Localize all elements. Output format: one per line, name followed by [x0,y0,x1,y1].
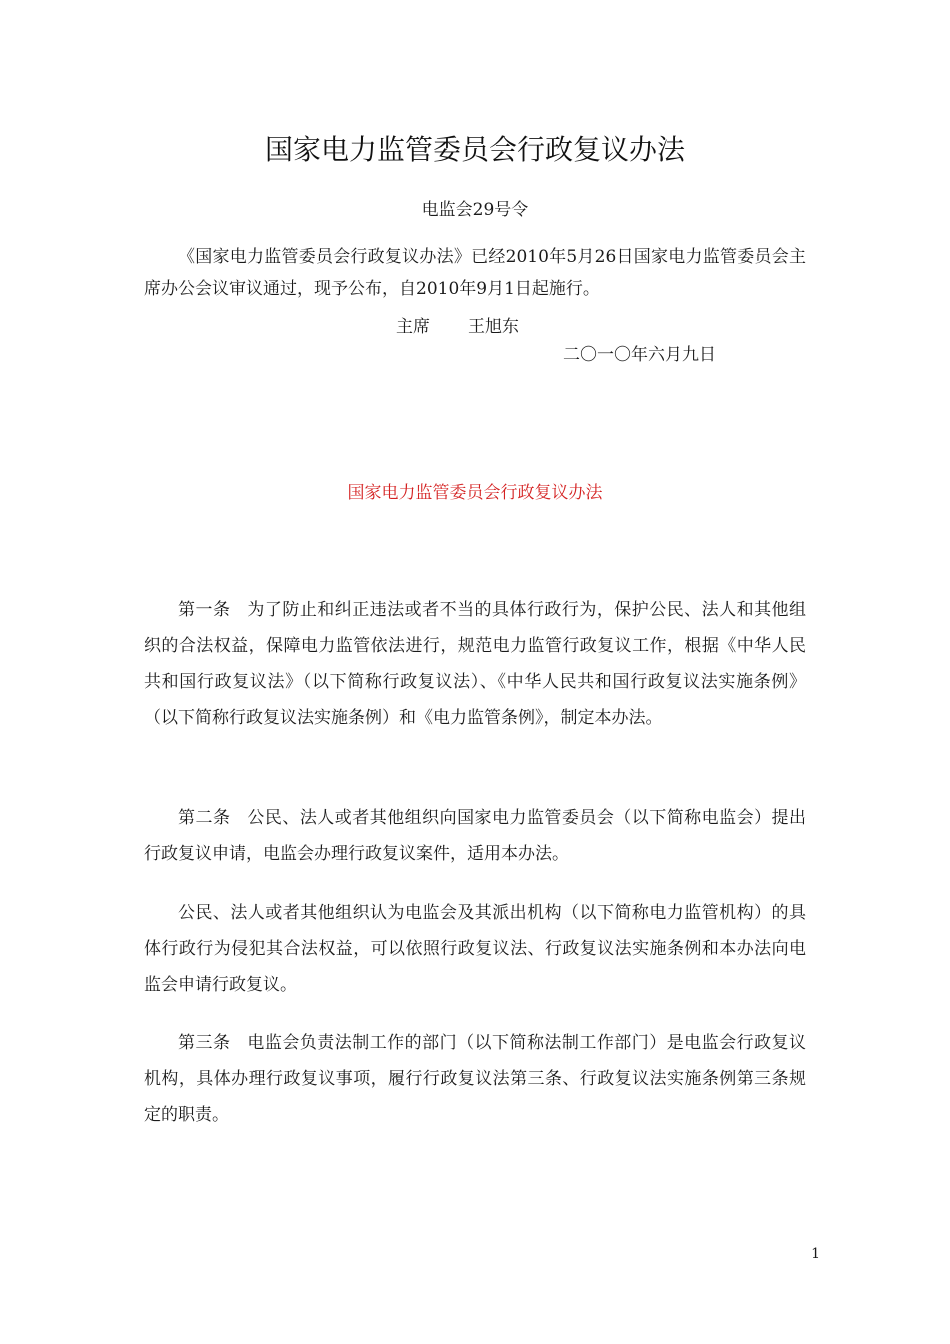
signature-name: 王旭东 [468,317,519,337]
article-2-continuation: 公民、法人或者其他组织认为电监会及其派出机构（以下简称电力监管机构）的具体行政行为侵犯其合法权益，可以依照行政复议法、行政复议法实施条例和本办法向电监会申请行政复议。 [144,903,806,995]
article-2 [144,800,806,872]
article-text: 电监会负责法制工作的部门（以下简称法制工作部门）是电监会行政复议机构，具体办理行政复议事项，履行行政复议法第三条、行政复议法实施条例第三条规定的职责。 [144,1033,807,1125]
signature-line [396,312,519,342]
article-text: 公民、法人或者其他组织向国家电力监管委员会（以下简称电监会）提出行政复议申请，电监会办理行政复议案件，适用本办法。 [144,808,807,864]
article-label: 第一条 [178,600,231,620]
intro-paragraph: 《国家电力监管委员会行政复议办法》已经2010年5月26日国家电力监管委员会主席办公会议审议通过，现予公布，自2010年9月1日起施行。 [144,247,806,299]
section-subtitle: 国家电力监管委员会行政复议办法 [347,483,603,503]
article-label: 第三条 [178,1033,231,1053]
order-number: 电监会29号令 [421,200,529,220]
article-3 [144,1025,806,1133]
issue-date: 二〇一〇年六月九日 [563,345,716,365]
article-label: 第二条 [178,808,231,828]
page-number: 1 [811,1246,820,1262]
document-title: 国家电力监管委员会行政复议办法 [264,133,685,166]
article-text: 为了防止和纠正违法或者不当的具体行政行为，保护公民、法人和其他组织的合法权益，保障电力监管依法进行，规范电力监管行政复议工作，根据《中华人民共和国行政复议法》（以下简称行政复议法）、《中华人民共和国行政复议法实施条例》（以下简称行政复议法实施条例）和《电力监管条例》，制定本办法。 [144,600,807,728]
signature-title: 主席 [396,317,430,337]
article-1 [144,592,806,736]
